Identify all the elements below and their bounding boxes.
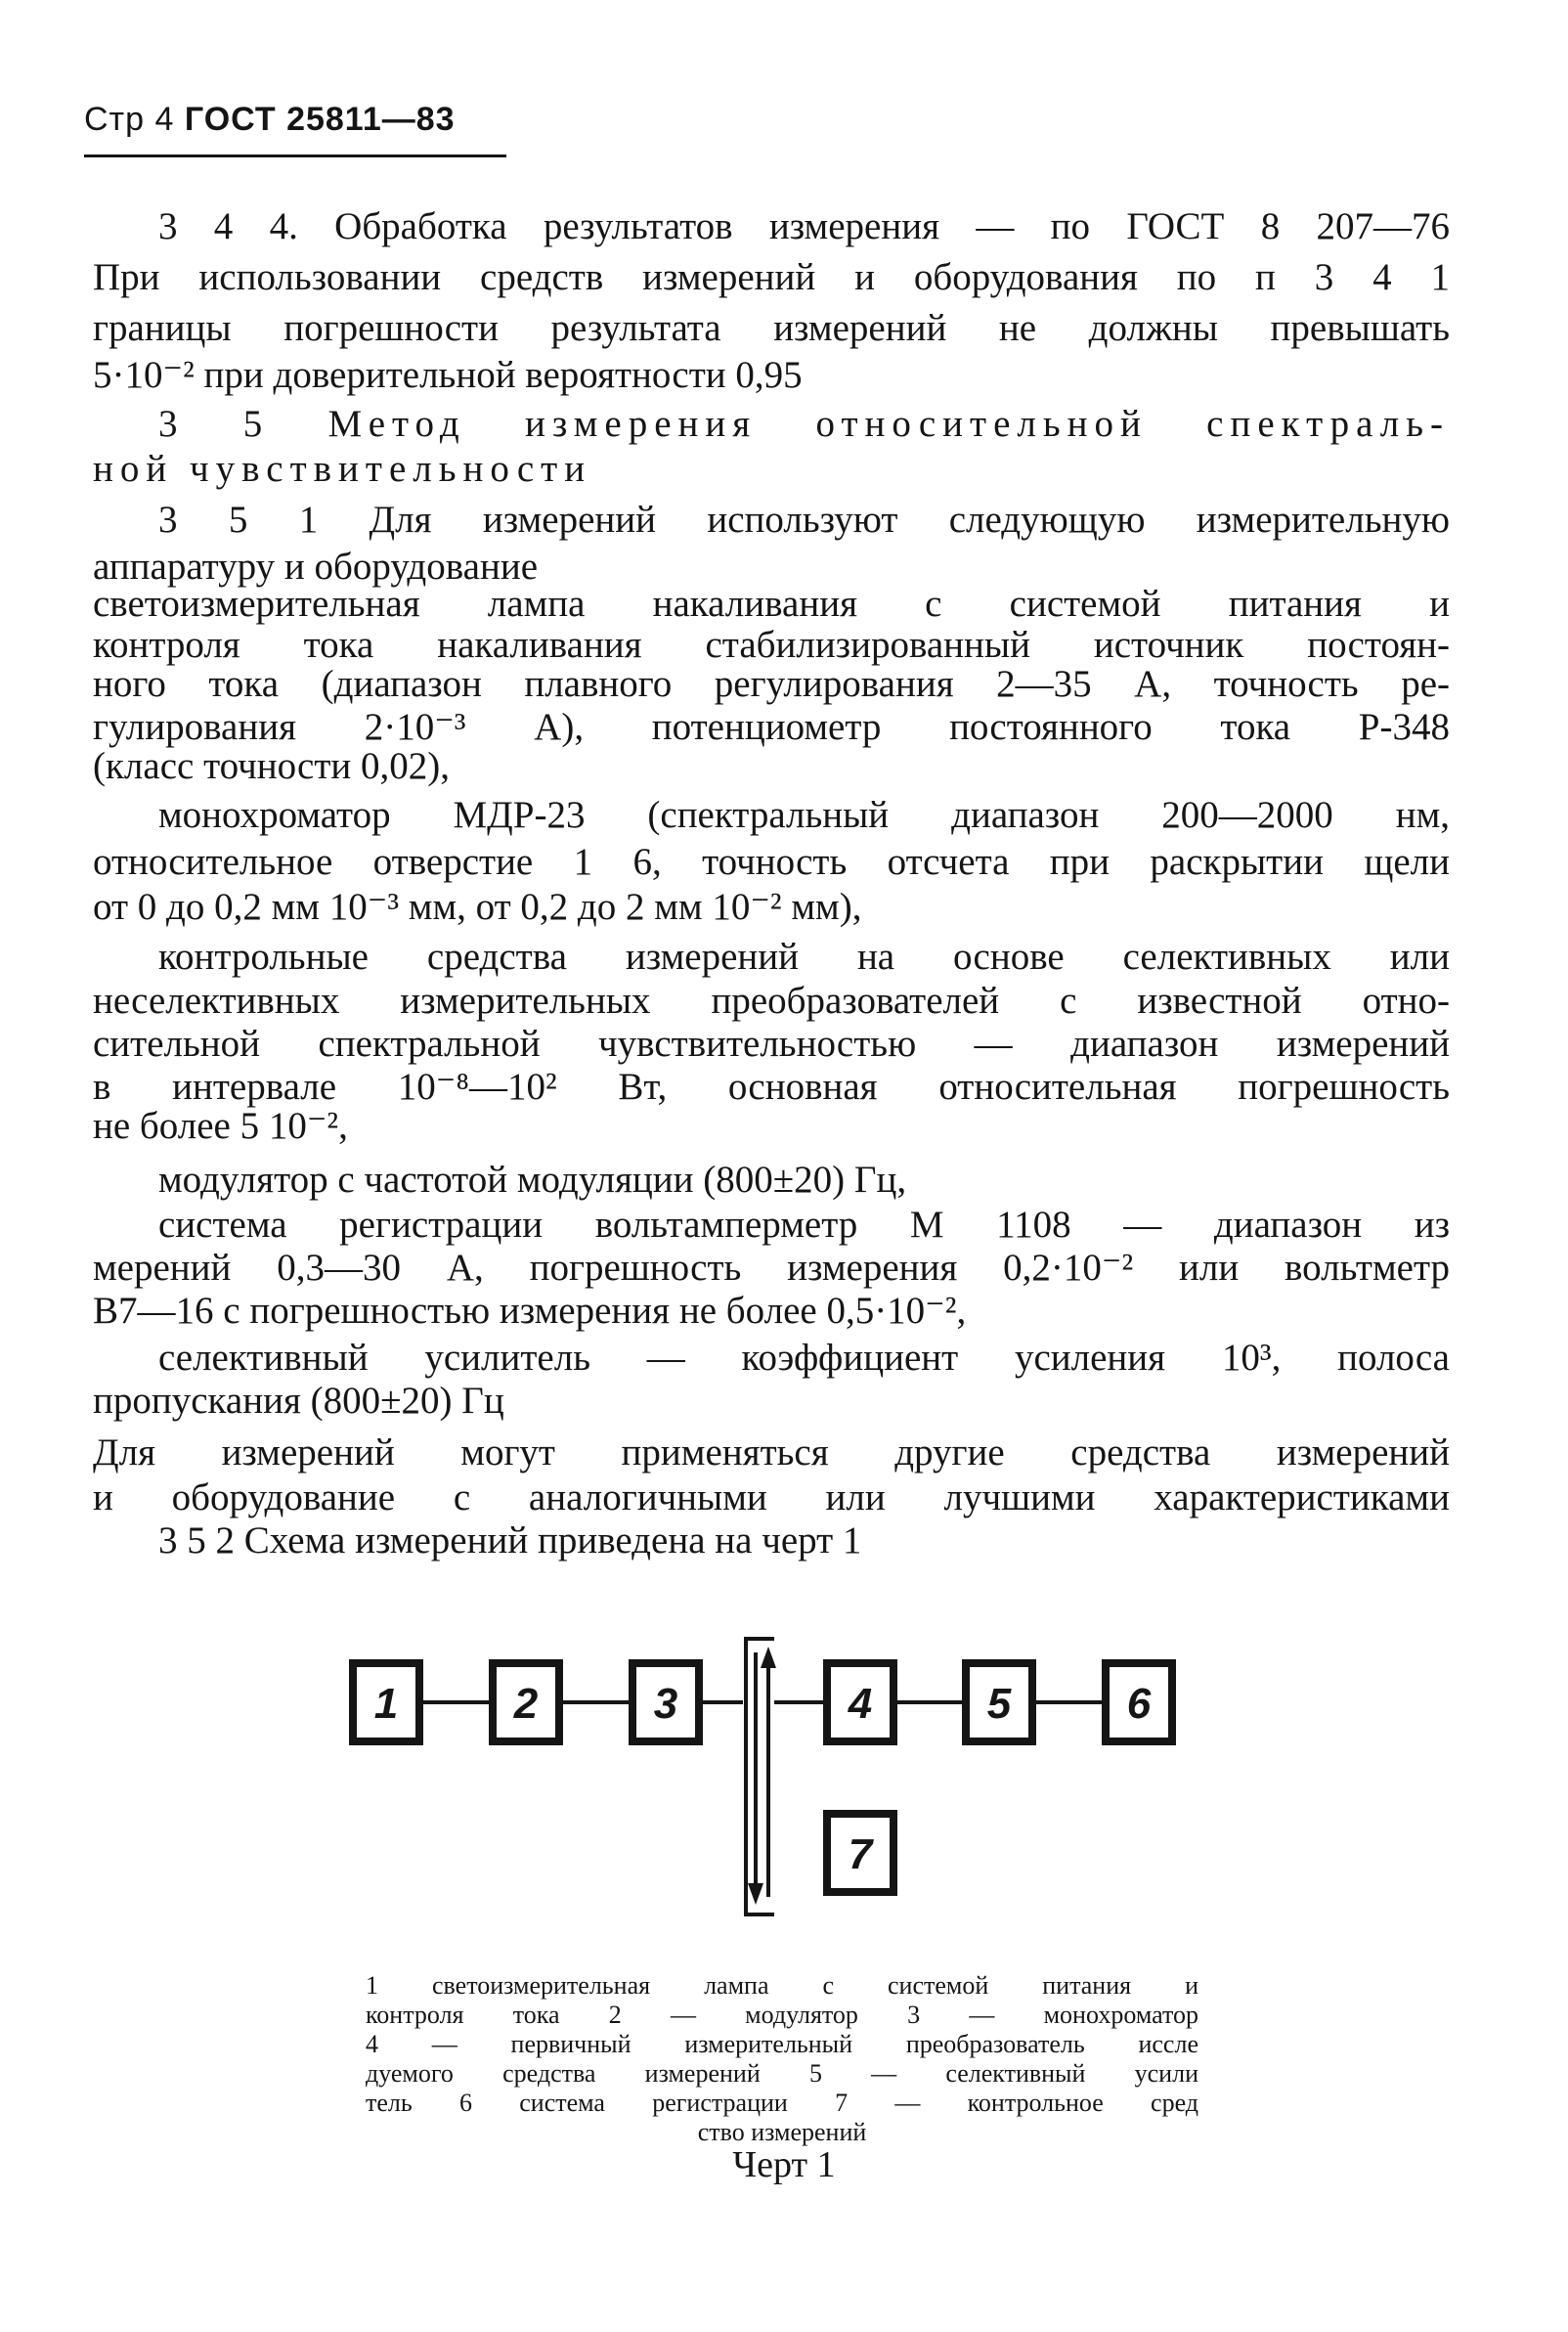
body-text-line: 5·10⁻² при доверительной вероятности 0,95	[93, 354, 803, 396]
figure-title: Черт 1	[732, 2144, 836, 2185]
body-text-line: мерений 0,3—30 А, погрешность измерения 0,2·10⁻² или вольтметр	[93, 1247, 1450, 1289]
caption-line: тель 6 система регистрации 7 — контрольное сред	[366, 2089, 1198, 2117]
caption-line: дуемого средства измерений 5 — селективный усили	[366, 2059, 1198, 2088]
caption-line: 1 светоизмерительная лампа с системой питания и	[366, 1971, 1198, 2000]
body-text-line: контроля тока накаливания стабилизированный источник постоян-	[93, 624, 1450, 666]
running-head	[84, 101, 456, 139]
header-rule	[84, 154, 506, 157]
body-text-line: В7—16 с погрешностью измерения не более 0,5·10⁻²,	[93, 1290, 967, 1332]
body-text-line: границы погрешности результата измерений не должны превышать	[93, 307, 1450, 349]
body-text-line: 3 4 4. Обработка результатов измерения — по ГОСТ 8 207—76	[158, 205, 1450, 247]
caption-line: 4 — первичный измерительный преобразователь иссле	[366, 2030, 1198, 2058]
block-label-1: 1	[373, 1680, 399, 1728]
body-text-line: аппаратуру и оборудование	[93, 546, 539, 588]
block-label-5: 5	[986, 1680, 1012, 1728]
standard-number: ГОСТ 25811—83	[184, 101, 456, 138]
body-text-line: относительное отверстие 1 6, точность отсчета при раскрытии щели	[93, 841, 1450, 883]
caption-line: ство измерений	[697, 2118, 867, 2146]
body-text-line: модулятор с частотой модуляции (800±20) Гц,	[158, 1159, 907, 1201]
block-label-6: 6	[1126, 1680, 1152, 1728]
body-text-line: ного тока (диапазон плавного регулирования 2—35 А, точность ре-	[93, 663, 1450, 705]
body-text-line: сительной спектральной чувствительностью — диапазон измерений	[93, 1023, 1450, 1065]
body-text-line: не более 5 10⁻²,	[93, 1105, 348, 1147]
body-text-line: монохроматор МДР-23 (спектральный диапазон 200—2000 нм,	[158, 794, 1450, 836]
body-text-line: ной чувствительности	[93, 448, 592, 490]
body-text-line: При использовании средств измерений и оборудования по п 3 4 1	[93, 256, 1450, 298]
body-text-line: гулирования 2·10⁻³ А), потенциометр постоянного тока Р-348	[93, 706, 1450, 748]
arrow-down-head	[748, 1883, 763, 1905]
block-label-3: 3	[653, 1680, 678, 1728]
caption-line: контроля тока 2 — модулятор 3 — монохроматор	[366, 2001, 1198, 2029]
body-text-line: селективный усилитель — коэффициент усиления 10³, полоса	[158, 1337, 1450, 1379]
block-label-4: 4	[848, 1680, 873, 1728]
measurement-scheme-diagram	[0, 1604, 1568, 1926]
block-label-2: 2	[513, 1680, 539, 1728]
page-label: Стр	[84, 101, 146, 138]
body-text-line: в интервале 10⁻⁸—10² Вт, основная относительная погрешность	[93, 1066, 1450, 1108]
body-text-line: светоизмерительная лампа накаливания с системой питания и	[93, 583, 1450, 625]
body-text-line: и оборудование с аналогичными или лучшими характеристиками	[93, 1476, 1450, 1518]
body-text-line: от 0 до 0,2 мм 10⁻³ мм, от 0,2 до 2 мм 10⁻² мм),	[93, 886, 862, 928]
block-label-7: 7	[848, 1830, 873, 1878]
body-text-line: Для измерений могут применяться другие средства измерений	[93, 1431, 1450, 1474]
body-text-line: неселективных измерительных преобразователей с известной отно-	[93, 980, 1450, 1022]
body-text-line: 3 5 Метод измерения относительной спектраль-	[158, 403, 1450, 445]
body-text-line: 3 5 2 Схема измерений приведена на черт 1	[158, 1519, 862, 1562]
page-number: 4	[154, 101, 175, 138]
arrow-up-head	[761, 1647, 776, 1668]
body-text-line: 3 5 1 Для измерений используют следующую измерительную	[158, 499, 1450, 541]
body-text-line: система регистрации вольтамперметр М 1108 — диапазон из	[158, 1204, 1450, 1246]
body-text-line: пропускания (800±20) Гц	[93, 1380, 504, 1422]
body-text-line: (класс точности 0,02),	[93, 745, 451, 787]
body-text-line: контрольные средства измерений на основе селективных или	[158, 936, 1450, 978]
